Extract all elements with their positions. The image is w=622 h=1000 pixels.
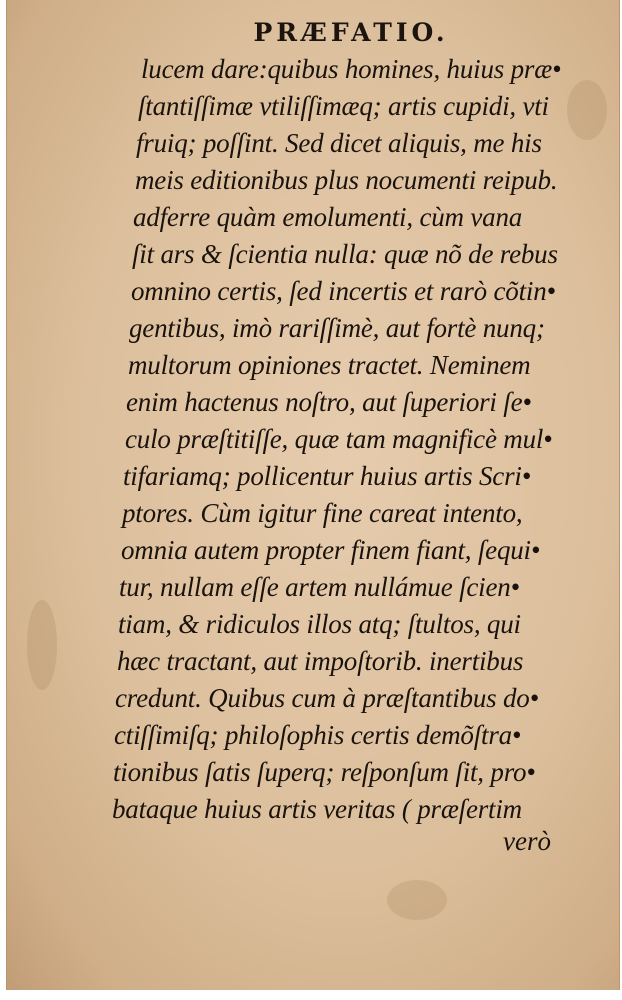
text-line: bataque huius artis veritas ( præſertim — [112, 794, 522, 824]
text-line: fruiq; poſſint. Sed dicet aliquis, me his — [136, 128, 542, 158]
text-line: omnia autem propter finem fiant, ſequi• — [121, 535, 541, 565]
text-line: ſit ars & ſcientia nulla: quæ nõ de rebus — [132, 239, 558, 269]
running-head — [7, 18, 619, 47]
text-line: lucem dare:quibus homines, huius præ• — [141, 54, 562, 84]
foxing-spot — [567, 80, 607, 140]
text-line: tur, nullam eſſe artem nullámue ſcien• — [119, 572, 520, 602]
text-line: hæc tractant, aut impoſtorib. inertibus — [117, 646, 524, 676]
text-line: adferre quàm emolumenti, cùm vana — [133, 202, 523, 232]
foxing-spot — [27, 600, 57, 690]
text-line: enim hactenus noſtro, aut ſuperiori ſe• — [126, 387, 532, 417]
text-line: ſtantiſſimæ vtiliſſimæq; artis cupidi, vti — [138, 91, 549, 121]
text-line: meis editionibus plus nocumenti reipub. — [135, 165, 558, 195]
text-line: omnino certis, ſed incertis et rarò cõtin• — [131, 276, 556, 306]
text-line: gentibus, imò rariſſimè, aut fortè nunq; — [129, 313, 545, 343]
book-page — [6, 0, 620, 990]
text-line: credunt. Quibus cum à præſtantibus do• — [115, 683, 539, 713]
text-line: culo præſtitiſſe, quæ tam magnificè mul• — [125, 424, 553, 454]
foxing-spot — [387, 880, 447, 920]
text-line: ptores. Cùm igitur fine careat intento, — [122, 498, 523, 528]
text-line: tionibus ſatis ſuperq; reſponſum ſit, pro• — [113, 757, 536, 787]
catchword: verò — [503, 826, 551, 856]
running-head-text: PRÆFATIO. — [253, 18, 449, 47]
text-line: ctiſſimiſq; philoſophis certis demõſtra• — [114, 720, 522, 750]
text-line: multorum opiniones tractet. Neminem — [128, 350, 531, 380]
text-line: tifariamq; pollicentur huius artis Scri• — [123, 461, 531, 491]
text-line: tiam, & ridiculos illos atq; ſtultos, qui — [118, 609, 521, 639]
